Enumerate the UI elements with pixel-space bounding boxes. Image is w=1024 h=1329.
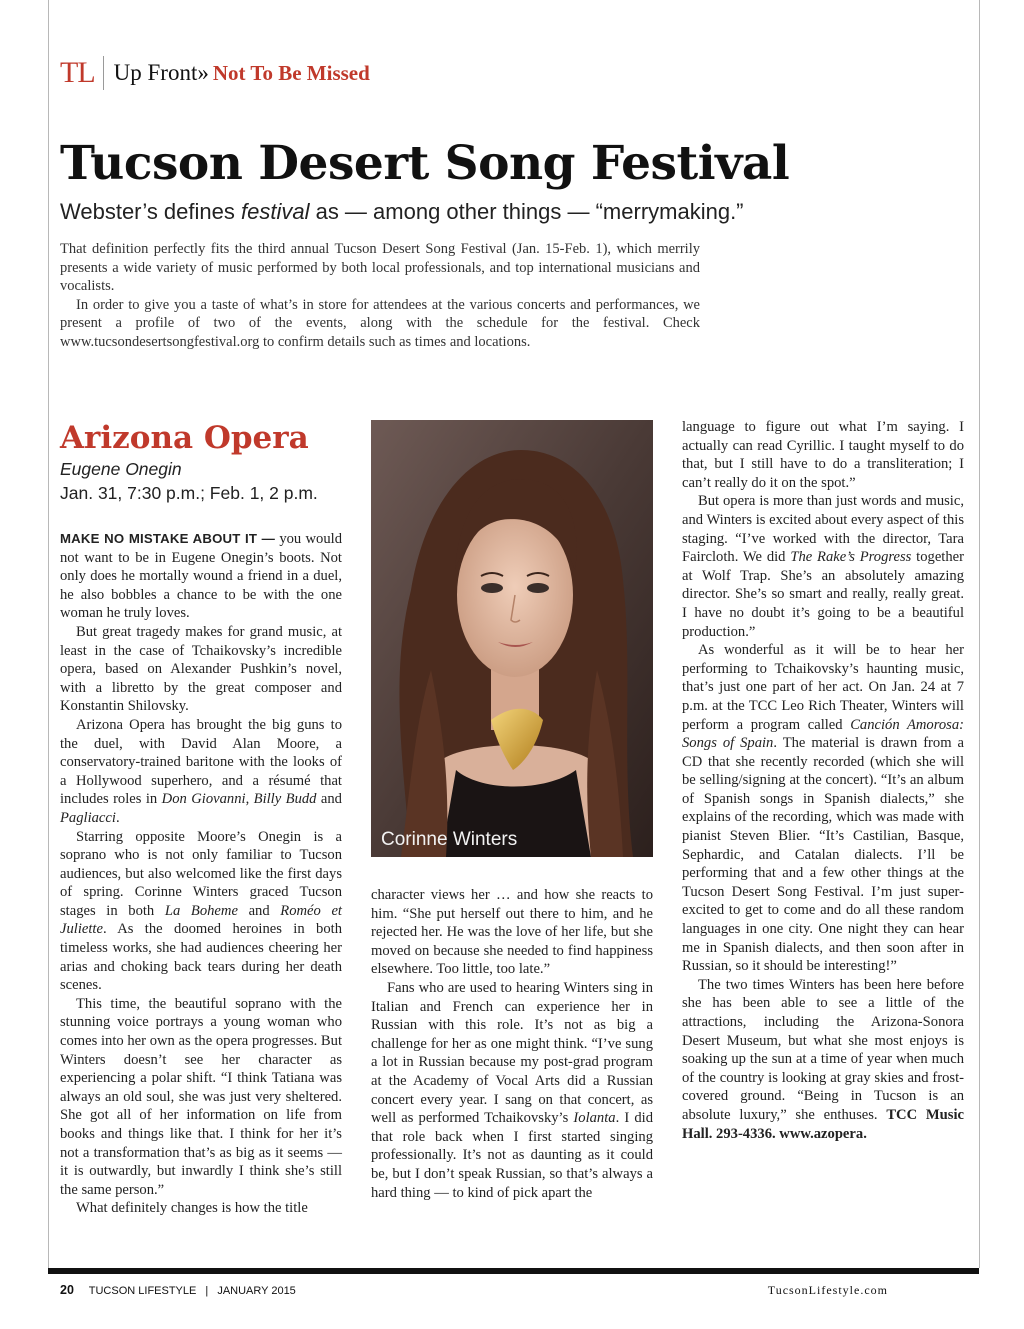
photo-caption: Corinne Winters xyxy=(381,829,518,850)
column-3 xyxy=(682,418,964,1143)
body-paragraph: character views her … and how she reacts to him. “She put herself out there to him, and he rejected her. He was the love of her life, but she moved on because she needed to find happiness elsewhere. Too little, too late.” xyxy=(371,887,653,978)
intro-paragraph: In order to give you a taste of what’s in store for attendees at the various concerts and performances, we present a profile of two of the events, along with the schedule for the festival. Check www.tucsondesertsongfestival.org to confirm details such as times and locations. xyxy=(60,296,700,350)
italic-title: Billy Budd xyxy=(253,791,317,808)
body-paragraph xyxy=(682,976,964,1143)
italic-title: La Boheme xyxy=(164,902,238,919)
article-dek xyxy=(60,197,744,227)
body-text: together at Wolf Trap. She’s an absolutely amazing director. She’s so smart and really, really great. I have no doubt it’s going to be a beautiful production.” xyxy=(682,549,964,640)
body-paragraph: What definitely changes is how the title xyxy=(76,1200,308,1217)
event-title: Arizona Opera xyxy=(60,420,309,456)
column-2 xyxy=(371,886,653,1202)
section-header xyxy=(60,56,370,90)
italic-title: Roméo et Juliette xyxy=(60,902,342,938)
italic-title: Don Giovanni xyxy=(161,791,246,808)
body-paragraph: But great tragedy makes for grand music, at least in the case of Tchaikovsky’s incredible opera, based on Alexander Pushkin’s novel, with a libretto by the great composer and Konstantin Shilovsky. xyxy=(60,623,342,715)
body-text: . As the doomed heroines in both timeless works, she had audiences cheering her arias and choking back tears during her death scenes. xyxy=(60,921,342,994)
event-dates: Jan. 31, 7:30 p.m.; Feb. 1, 2 p.m. xyxy=(60,483,318,503)
body-text: . xyxy=(115,809,120,826)
portrait-photo xyxy=(371,420,653,857)
issue-date: JANUARY 2015 xyxy=(217,1285,296,1297)
publication-name: TUCSON LIFESTYLE xyxy=(88,1285,197,1297)
magazine-logo: TL xyxy=(60,56,95,89)
italic-title: Iolanta xyxy=(573,1110,616,1127)
body-text: , xyxy=(245,791,254,808)
page-number: 20 xyxy=(60,1283,74,1297)
body-paragraph xyxy=(60,828,342,995)
body-text: As wonderful as it will be to hear her performing to Tchaikovsky’s haunting music, that’s just one part of her act. On Jan. 24 at 7 p.m. at the TCC Leo Rich Theater, Winters will perform a program called xyxy=(682,642,964,733)
footer-divider: | xyxy=(205,1285,209,1297)
body-paragraph: language to figure out what I’m saying. I actually can read Cyrillic. I taught myself to do that, but I still have to do a transliteration; I can’t really do it on the spot.” xyxy=(682,419,964,491)
body-text: But opera is more than just words and music, and Winters is excited about every aspect of this staging. “I’ve worked with the director, Tara Faircloth. We did xyxy=(682,493,965,566)
body-text: . The material is drawn from a CD that she recently recorded (which she will be selling/signing at the concert). “It’s an album of Spanish songs in Spanish dialects,” she explains of the recording, which was made with pianist Steven Blier. “It’s Castilian, Basque, Sephardic, and Catalan dialects. I’ll be performing that and a few other things at the Tucson Desert Song Festival. I’m just super-excited to get to come and do all these random languages in one city. One night they can hear me in Spanish dialects, and then soon after in Russian, so it should be interesting!” xyxy=(682,735,964,975)
event-heading xyxy=(60,418,360,506)
dek-text-end: as — among other things — “merrymaking.” xyxy=(309,199,744,224)
italic-title: Canción Amorosa: Songs of Spain xyxy=(682,716,965,752)
italic-title: Pagliacci xyxy=(60,809,116,826)
lead-in: MAKE NO MISTAKE ABOUT IT — xyxy=(60,531,276,546)
body-paragraph xyxy=(682,641,964,976)
body-paragraph xyxy=(682,492,964,641)
footer-rule xyxy=(48,1268,979,1274)
article-intro xyxy=(60,240,700,352)
body-text: and xyxy=(316,791,342,808)
portrait-illustration xyxy=(371,420,653,857)
venue-contact: TCC Music Hall. 293-4336. www.azopera. xyxy=(682,1106,964,1142)
dek-text: Webster’s defines xyxy=(60,199,241,224)
article-title: Tucson Desert Song Festival xyxy=(60,136,790,191)
body-text: Starring opposite Moore’s Onegin is a soprano who is not only familiar to Tucson audiences, but also welcomed like the first days of spring. Corinne Winters graced Tucson stages in both xyxy=(60,828,342,919)
page-footer xyxy=(60,1283,296,1297)
body-text: Fans who are used to hearing Winters sing in Italian and French can experience her in Russian with this role. It’s not as big a challenge for her as one might think. “I’ve sung a lot in Russian because my post-grad program at the Academy of Vocal Arts did a Russian concert every year. I sang on that concert, as well as performed Tchaikovsky’s xyxy=(371,979,653,1127)
italic-title: The Rake’s Progress xyxy=(790,549,912,566)
event-work: Eugene Onegin xyxy=(60,459,182,479)
intro-paragraph: That definition perfectly fits the third annual Tucson Desert Song Festival (Jan. 15-Feb. 1), which merrily presents a wide variety of music performed by both local professionals, and top international musicians and vocalists. xyxy=(60,241,700,295)
subsection-name: Not To Be Missed xyxy=(212,60,370,85)
body-text: . I did that role back when I first started singing professionally. It’s not as daunting as it could be, but I don’t speak Russian, so that’s always a hard thing — to kind of pick apart the xyxy=(371,1110,653,1201)
body-paragraph xyxy=(60,530,342,623)
body-text: The two times Winters has been here before she has been able to see a little of the attractions, including the Arizona-Sonora Desert Museum, but what she most enjoys is soaking up the sun at a time of year when much of the country is looking at gray skies and frost-covered ground. “Being in Tucson is an absolute luxury,” she enthuses. xyxy=(682,976,964,1123)
header-divider xyxy=(103,56,104,90)
section-name: Up Front» xyxy=(113,60,209,85)
body-paragraph: This time, the beautiful soprano with the stunning voice portrays a young woman who comes into her own as the opera progresses. But Winters doesn’t see her character as experiencing a polar shift. “I think Tatiana was always an old soul, she was just very sheltered. She got all of her information on life from books and things like that. I think for her it’s not a transformation that’s as big as it seems — it is outwardly, but inwardly I think she’s still the same person.” xyxy=(60,995,342,1198)
website-link[interactable]: TucsonLifestyle.com xyxy=(767,1283,888,1297)
body-text: you would not want to be in Eugene Onegin’s boots. Not only does he mortally wound a friend in a duel, he also bobbles a chance to be with the one woman he truly loves. xyxy=(60,531,342,622)
dek-italic: festival xyxy=(240,199,310,224)
column-1 xyxy=(60,530,342,1218)
body-text: Arizona Opera has brought the big guns to the duel, with David Alan Moore, a conservatory-trained baritone with the looks of a Hollywood superhero, and a résumé that includes roles in xyxy=(60,716,342,808)
body-paragraph xyxy=(60,716,342,828)
body-text: and xyxy=(237,902,281,919)
body-paragraph xyxy=(371,979,653,1202)
